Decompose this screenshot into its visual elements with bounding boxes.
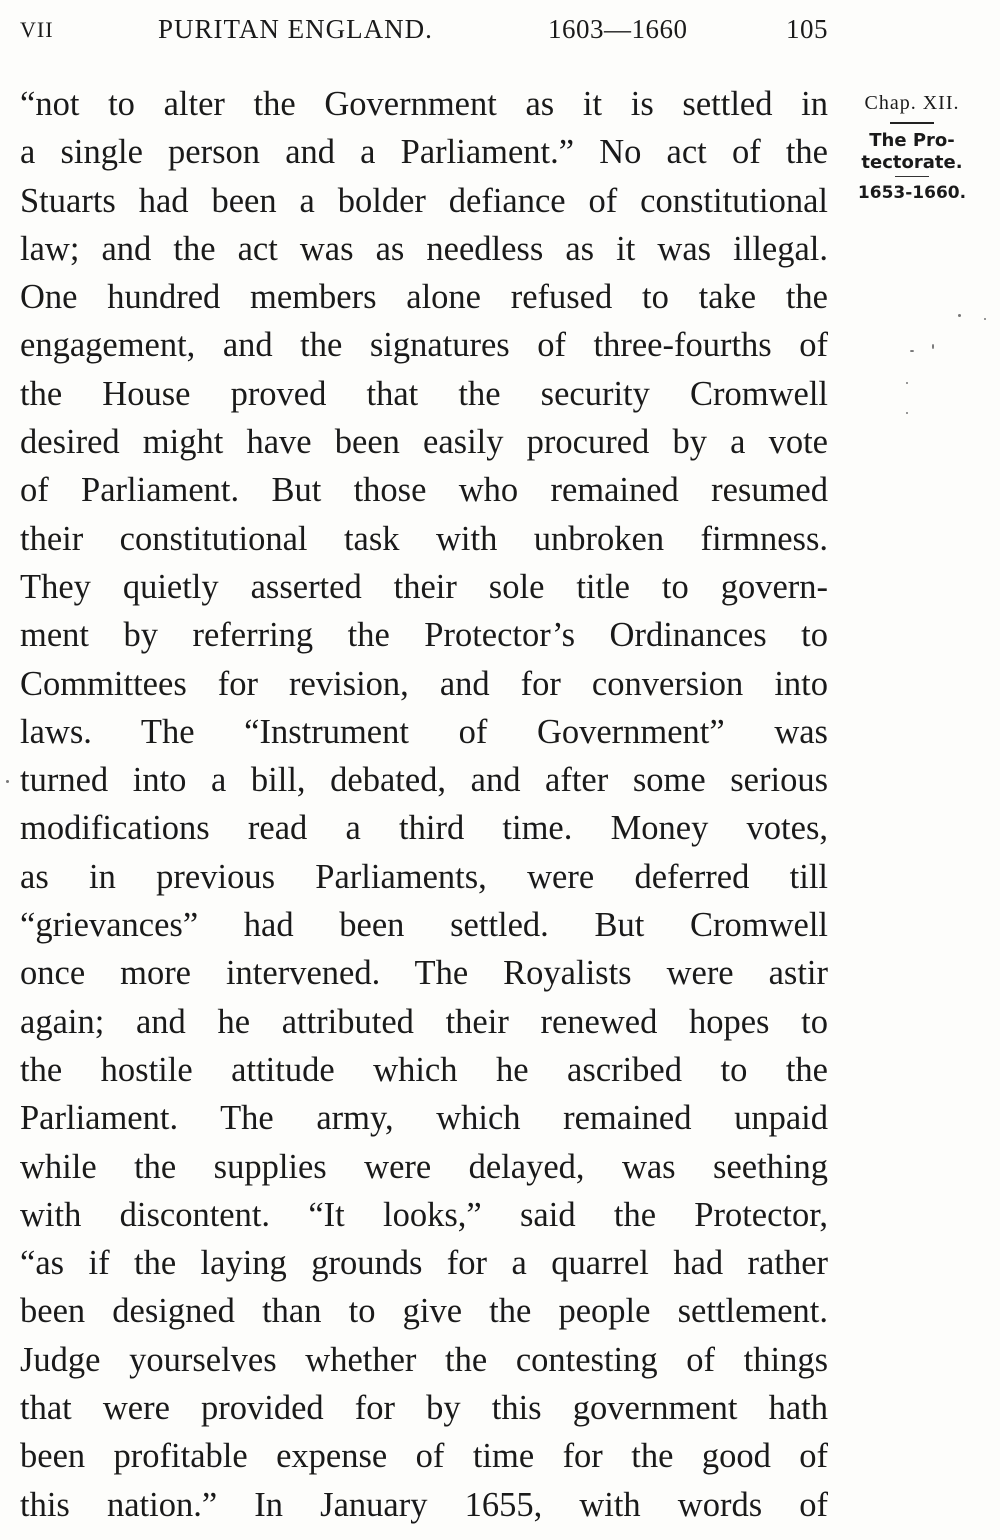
text-line: of Parliament. But those who remained resumed — [20, 471, 828, 510]
text-line: turned into a bill, debated, and after some serious — [20, 761, 828, 800]
page-number: 105 — [786, 14, 828, 44]
text-line: Committees for revision, and for conversion into — [20, 664, 828, 703]
text-line: their constitutional task with unbroken firmness. — [20, 519, 828, 558]
text-line: this nation.” In January 1655, with words of — [20, 1485, 828, 1524]
margin-rule — [895, 176, 929, 177]
margin-years: 1653-1660. — [857, 183, 967, 203]
text-line: “not to alter the Government as it is settled in — [20, 85, 828, 123]
text-line: the House proved that the security Cromwell — [20, 374, 828, 413]
header-chapter-numeral: VII — [20, 17, 54, 42]
text-line: ment by referring the Protector’s Ordinances to — [20, 616, 828, 655]
text-line: the hostile attitude which he ascribed to the — [20, 1050, 828, 1089]
text-line: Stuarts had been a bolder defiance of constitutional — [20, 181, 828, 220]
margin-topic-line: The Pro- — [869, 130, 955, 151]
text-line: One hundred members alone refused to take the — [20, 278, 828, 317]
margin-topic-line: tectorate. — [861, 152, 963, 173]
scan-speck — [910, 350, 914, 352]
text-line: “grievances” had been settled. But Cromwell — [20, 906, 828, 945]
text-line: engagement, and the signatures of three-fourths of — [20, 326, 828, 365]
text-line: again; and he attributed their renewed hopes to — [20, 1002, 828, 1041]
text-line: once more intervened. The Royalists were astir — [20, 954, 828, 993]
text-line: been designed than to give the people settlement. — [20, 1292, 828, 1331]
text-line: laws. The “Instrument of Government” was — [20, 712, 828, 751]
scan-speck — [958, 314, 961, 317]
scan-speck — [932, 344, 934, 349]
text-line: that were provided for by this government hath — [20, 1389, 828, 1428]
running-header — [20, 14, 828, 50]
text-line: “as if the laying grounds for a quarrel had rather — [20, 1244, 828, 1283]
margin-notes — [842, 88, 982, 205]
text-line: as in previous Parliaments, were deferred till — [20, 857, 828, 896]
text-line: been profitable expense of time for the good of — [20, 1437, 828, 1476]
margin-rule — [890, 122, 934, 124]
scan-speck — [906, 382, 908, 384]
scan-speck — [906, 412, 908, 414]
text-line: Judge yourselves whether the contesting of things — [20, 1340, 828, 1379]
text-line: law; and the act was as needless as it was illegal. — [20, 229, 828, 268]
text-line: with discontent. “It looks,” said the Protector, — [20, 1195, 828, 1234]
text-line: modifications read a third time. Money votes, — [20, 809, 828, 848]
text-line: while the supplies were delayed, was seething — [20, 1147, 828, 1186]
body-text — [20, 80, 828, 1529]
text-line: They quietly asserted their sole title to govern- — [20, 567, 828, 606]
header-dates: 1603—1660 — [548, 14, 688, 44]
text-line: a single person and a Parliament.” No act of the — [20, 133, 828, 172]
text-line: Parliament. The army, which remained unpaid — [20, 1099, 828, 1138]
scan-speck — [984, 318, 986, 320]
margin-chapter: Chap. XII. — [864, 92, 960, 114]
scan-speck — [6, 780, 9, 783]
header-title: PURITAN ENGLAND. — [158, 14, 433, 44]
text-line: desired might have been easily procured by a vote — [20, 423, 828, 462]
